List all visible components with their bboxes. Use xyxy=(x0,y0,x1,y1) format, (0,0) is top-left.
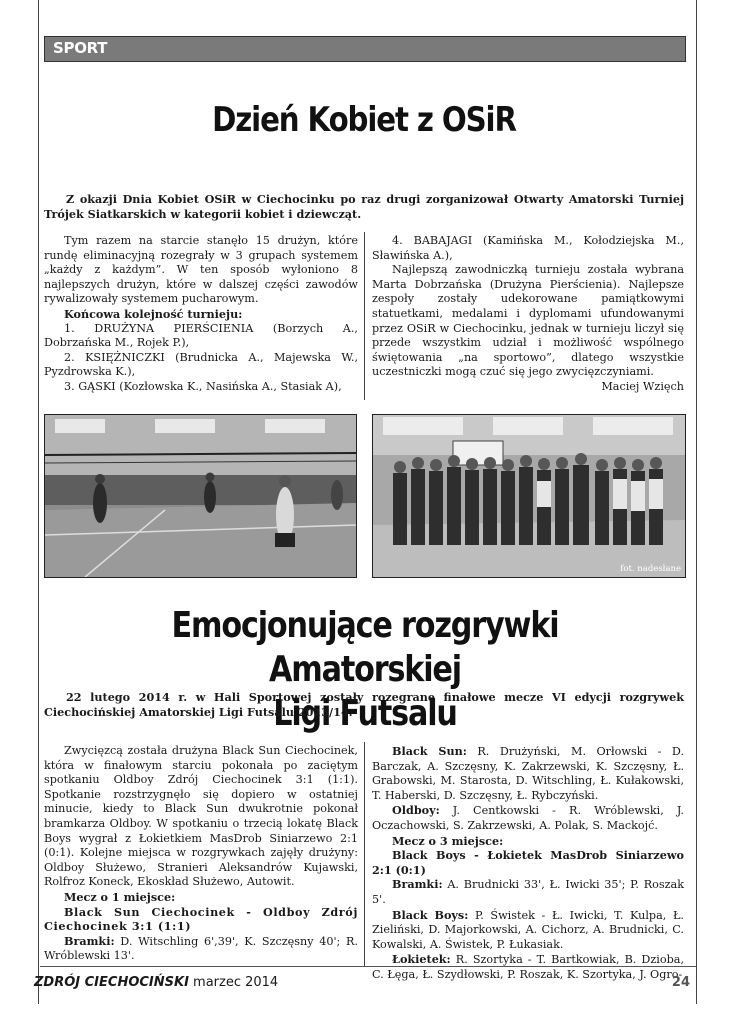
oldboy-squad xyxy=(372,803,684,833)
publication-name: ZDRÓJ CIECHOCIŃSKI xyxy=(34,975,189,990)
volleyball-match-image xyxy=(45,415,356,577)
blacksun-squad-text: R. Drużyński, M. Orłowski - D. Barczak, A. Szczęsny, K. Zakrzewski, K. Szczęsny, Ł. Grabowski, M. Starosta, D. Witschling, Ł. Kułakowski, T. Haberski, D. Szczęsny, Ł. Rybczyński. xyxy=(372,745,685,802)
article1-right-column xyxy=(372,234,684,395)
standings-item: 4. BABAJAGI (Kamińska M., Kołodziejska M., Sławińska A.), xyxy=(372,234,684,262)
match3-goals-text: A. Brudnicki 33', Ł. Iwicki 35'; P. Roszak 5'. xyxy=(372,878,684,906)
blackboys-squad xyxy=(372,908,684,953)
article2-right-column xyxy=(372,744,684,983)
article1-title: Dzień Kobiet z OSiR xyxy=(212,100,516,140)
article2-intro: Zwycięzcą została drużyna Black Sun Ciechocinek, która w finałowym starciu pokonała po zaciętym spotkaniu Oldboy Zdrój Ciechocinek 3:1 (1:1). Spotkanie rozstrzygnęło się dopiero w ostatniej minucie, kiedy to Black Sun dwukrotnie pokonał bramkarza Oldboy. W spotkaniu o trzecią lokatę Black Boys wygrał z Łokietkiem MasDrob Siniarzewo 2:1 (0:1). Kolejne miejsca w rozgrywkach zajęły drużyny: Oldboy Służewo, Stranieri Aleksandrów Kujawski, Rolfroz Koneck, Ekoskład Służewo, Autowit. xyxy=(44,744,358,889)
team-group-image xyxy=(373,415,685,577)
standings-item: 2. KSIĘŻNICZKI (Brudnicka A., Majewska W., Pyzdrowska K.), xyxy=(44,350,358,379)
lokietek-squad-text: R. Szortyka - T. Bartkowiak, B. Dzioba, C. Łęga, Ł. Szydłowski, P. Roszak, K. Szortyka, J. Ogro- xyxy=(372,953,684,981)
section-header xyxy=(44,36,686,62)
match1-result: Black Sun Ciechocinek - Oldboy Zdrój Ciechocinek 3:1 (1:1) xyxy=(44,904,358,934)
left-border-line xyxy=(38,0,39,1004)
lokietek-squad xyxy=(372,952,684,982)
match3-goals xyxy=(372,877,684,907)
article1-intro: Tym razem na starcie stanęło 15 drużyn, które rundę eliminacyjną rozegrały w 3 grupach systemem „każdy z każdym”. W ten sposób wyłoniono 8 najlepszych drużyn, które w dalszej części zawodów rywalizowały systemem pucharowym. xyxy=(44,234,358,306)
match3-goals-label: Bramki: xyxy=(392,877,443,892)
match1-goals-label: Bramki: xyxy=(64,933,115,948)
issue-date: marzec 2014 xyxy=(193,975,279,990)
column-divider-top xyxy=(364,232,365,400)
lokietek-label: Łokietek: xyxy=(392,952,451,967)
match3-heading: Mecz o 3 miejsce: xyxy=(392,833,504,848)
page-number: 24 xyxy=(671,975,690,990)
match1-heading: Mecz o 1 miejsce: xyxy=(64,889,176,904)
article2-title-line2: Ligi Futsalu xyxy=(273,693,457,734)
right-border-line xyxy=(696,0,697,1004)
article1-author: Maciej Wzięch xyxy=(601,379,684,393)
team-group-photo xyxy=(372,414,686,578)
photo-credit: fot. nadesłane xyxy=(620,564,681,574)
blackboys-label: Black Boys: xyxy=(392,907,469,922)
volleyball-match-photo xyxy=(44,414,357,578)
article2-left-column xyxy=(44,744,358,964)
standings-item: 1. DRUŻYNA PIERŚCIENIA (Borzych A., Dobrzańska M., Rojek P.), xyxy=(44,321,358,350)
article2-lead: 22 lutego 2014 r. w Hali Sportowej zostały rozegrane finałowe mecze VI edycji rozgrywek Ciechocińskiej Amatorskiej Ligi Futsalu 2013/14. xyxy=(44,690,684,719)
article1-left-column xyxy=(44,234,358,395)
match1-goals-text: D. Witschling 6',39', K. Szczęsny 40'; R. Wróblewski 13'. xyxy=(44,934,358,963)
article1-best-player: Najlepszą zawodniczką turnieju została wybrana Marta Dobrzańska (Drużyna Pierścienia). Najlepsze zespoły zostały udekorowane pamiątkowymi statuetkami, medalami i dyplomami ufundowanymi przez OSiR w Ciechocinku, jednak w turnieju liczył się przede wszystkim udział i możliwość wspólnego świętowania „na sportowo”, dlatego wszystkie uczestniczki mogą czuć się jego zwycięzczyniami. xyxy=(372,263,684,379)
match3-result: Black Boys - Łokietek MasDrob Siniarzewo 2:1 (0:1) xyxy=(372,848,684,877)
blackboys-squad-text: P. Świstek - Ł. Iwicki, T. Kulpa, Ł. Zieliński, D. Majorkowski, A. Cichorz, A. Brudnicki, C. Kowalski, A. Świstek, P. Łukasiak. xyxy=(372,908,684,951)
standings-item: 3. GĄSKI (Kozłowska K., Nasińska A., Stasiak A), xyxy=(64,379,342,393)
blacksun-label: Black Sun: xyxy=(392,744,467,758)
column-divider-bottom xyxy=(364,742,365,966)
match1-goals xyxy=(44,934,358,964)
article1-lead: Z okazji Dnia Kobiet OSiR w Ciechocinku po raz drugi zorganizował Otwarty Amatorski Turniej Trójek Siatkarskich w kategorii kobiet i dziewcząt. xyxy=(44,192,684,221)
section-label: SPORT xyxy=(53,39,108,57)
standings-heading: Końcowa kolejność turnieju: xyxy=(64,306,243,321)
oldboy-label: Oldboy: xyxy=(392,803,440,818)
footer-publication xyxy=(34,975,278,990)
oldboy-squad-text: J. Centkowski - R. Wróblewski, J. Oczachowski, S. Zakrzewski, A. Polak, S. Mackojć. xyxy=(372,804,684,832)
article2-title-line1: Emocjonujące rozgrywki Amatorskiej xyxy=(171,605,559,690)
blacksun-squad xyxy=(372,744,684,803)
